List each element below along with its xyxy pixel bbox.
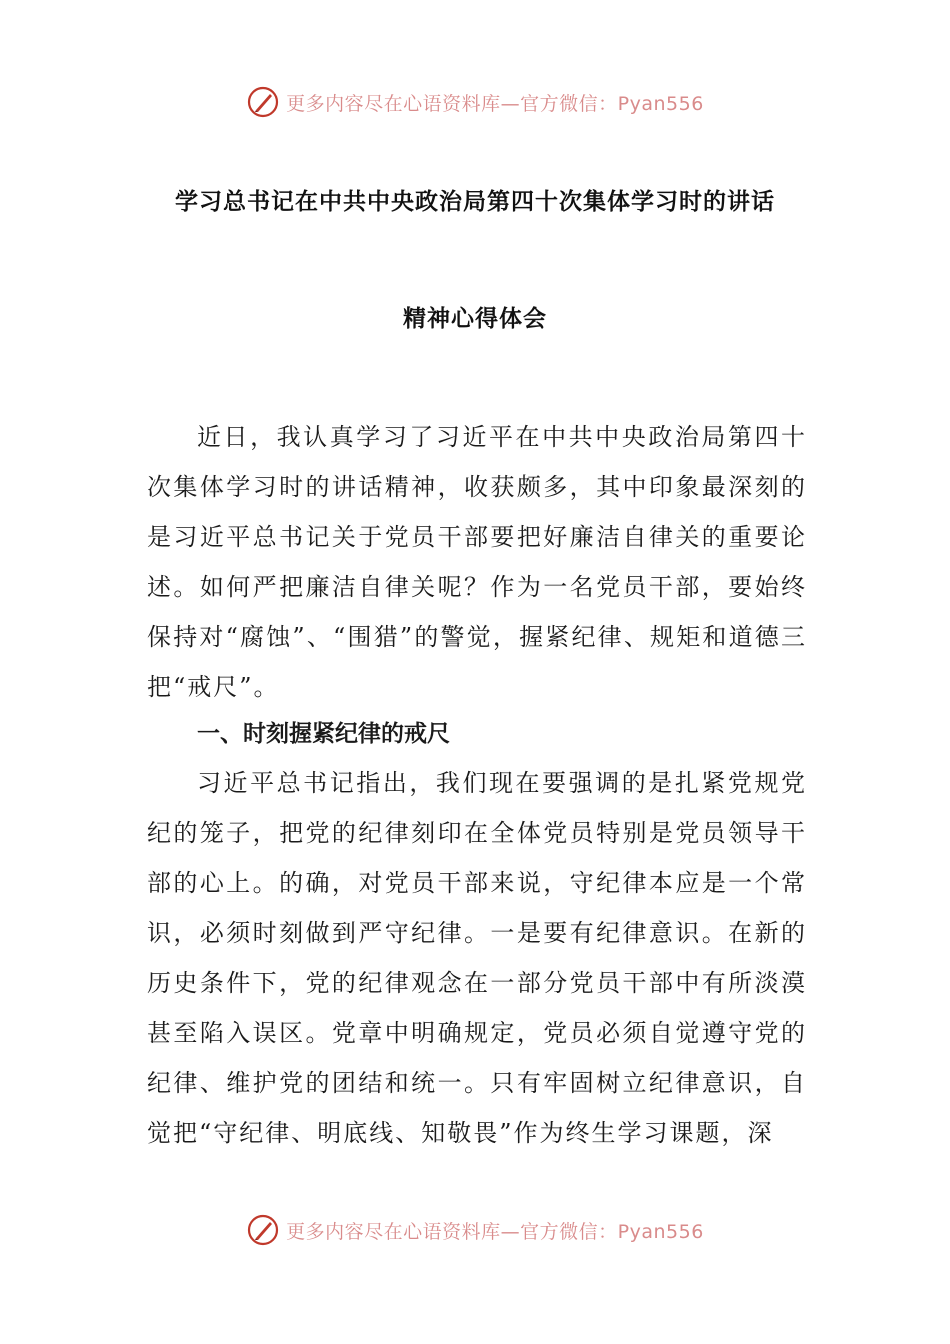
paragraph-intro: 近日，我认真学习了习近平在中共中央政治局第四十次集体学习时的讲话精神，收获颇多，其中印象最深刻的是习近平总书记关于党员干部要把好廉洁自律关的重要论述。如何严把廉洁自律关呢？作为一名党员干部，要始终保持对“腐蚀”、“围猎”的警觉，握紧纪律、规矩和道德三把“戒尺”。 <box>147 423 807 701</box>
document-title-line-1: 学习总书记在中共中央政治局第四十次集体学习时的讲话 <box>175 189 775 215</box>
section-heading-1: 一、时刻握紧纪律的戒尺 <box>197 721 450 747</box>
header-watermark-banner <box>0 82 950 122</box>
document-title-line-2: 精神心得体会 <box>403 306 547 332</box>
paragraph-discipline: 习近平总书记指出，我们现在要强调的是扎紧党规党纪的笼子，把党的纪律刻印在全体党员特别是党员领导干部的心上。的确，对党员干部来说，守纪律本应是一个常识，必须时刻做到严守纪律。一是要有纪律意识。在新的历史条件下，党的纪律观念在一部分党员干部中有所淡漠甚至陷入误区。党章中明确规定，党员必须自觉遵守党的纪律、维护党的团结和统一。只有牢固树立纪律意识，自觉把“守纪律、明底线、知敬畏”作为终生学习课题，深 <box>147 769 807 1147</box>
quill-logo-icon <box>246 1213 280 1247</box>
quill-logo-icon <box>246 85 280 119</box>
watermark-text: 更多内容尽在心语资料库—官方微信：Pyan556 <box>286 92 704 115</box>
footer-watermark-banner <box>0 1210 950 1250</box>
watermark-text: 更多内容尽在心语资料库—官方微信：Pyan556 <box>286 1220 704 1243</box>
